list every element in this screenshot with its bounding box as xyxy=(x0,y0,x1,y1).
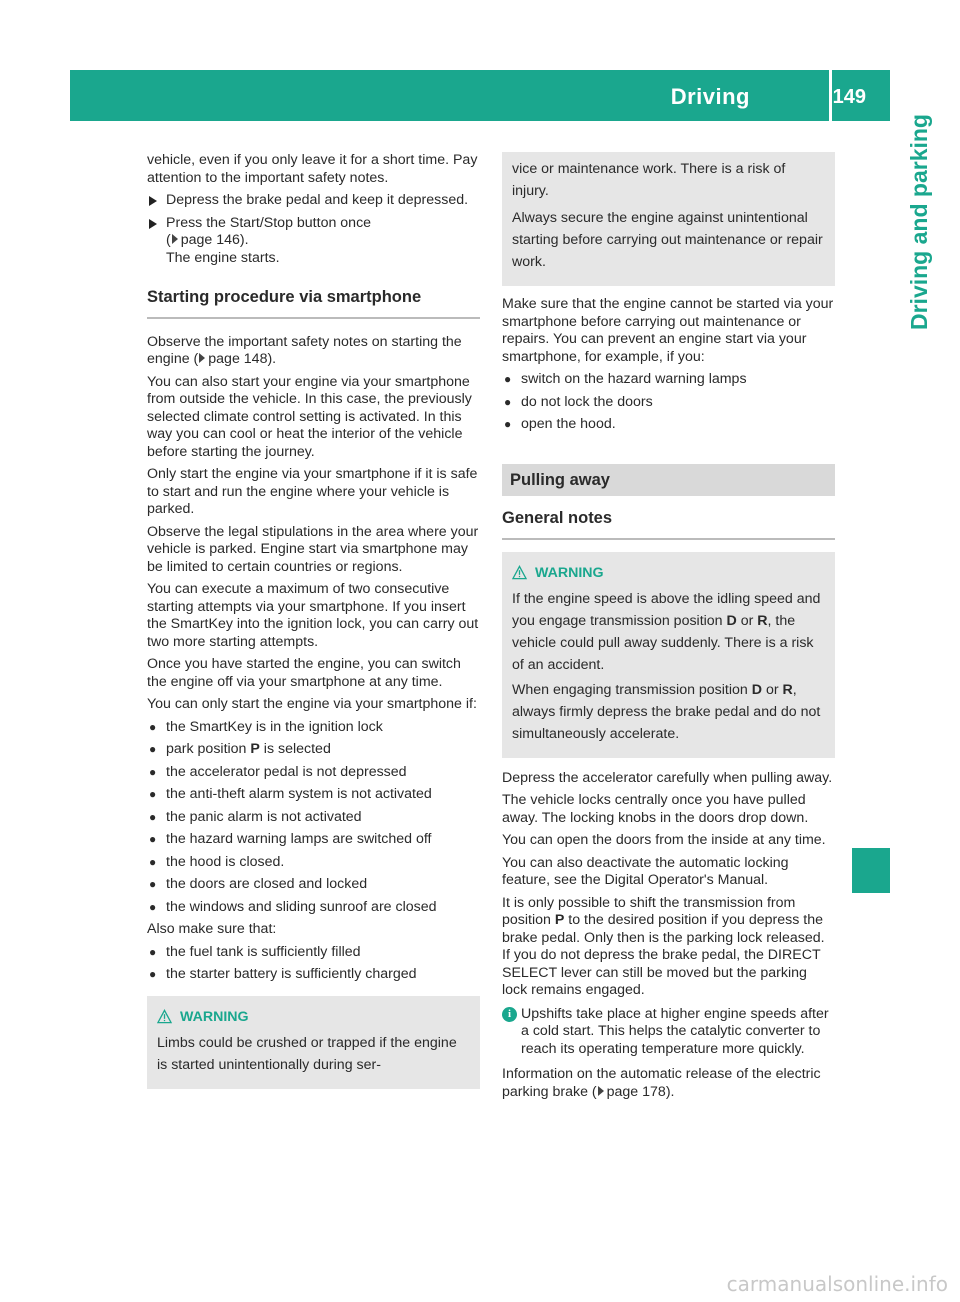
page-number: 149 xyxy=(832,86,866,108)
bullet-icon: ● xyxy=(149,742,157,756)
bullet-icon: ● xyxy=(149,877,157,891)
header-divider xyxy=(829,70,832,121)
subheading: General notes xyxy=(502,510,835,540)
info-note: i Upshifts take place at higher engine speeds after a cold start. This helps the catalytic converter to reach its operating temperature more quickly. xyxy=(502,1006,835,1059)
bullet-icon: ● xyxy=(504,417,512,431)
step-item xyxy=(147,215,480,268)
paragraph: The vehicle locks centrally once you have pulled away. The locking knobs in the doors drop down. xyxy=(502,792,809,826)
step-text: Press the Start/Stop button once xyxy=(166,214,372,231)
bullet-icon: ● xyxy=(149,832,157,846)
section-title: Driving xyxy=(670,84,750,109)
list-item: ● open the hood. xyxy=(504,416,616,432)
watermark: carmanualsonline.info xyxy=(726,1272,948,1296)
paragraph: Information on the automatic release of the electric parking brake ( page 178). xyxy=(502,1066,821,1100)
paragraph: Once you have started the engine, you can switch the engine off via your smartphone at any time. xyxy=(147,656,461,690)
warning-triangle-icon xyxy=(512,565,527,580)
bullet-icon: ● xyxy=(504,394,512,409)
list-item: ● the SmartKey is in the ignition lock xyxy=(149,718,383,735)
left-column xyxy=(147,152,480,1101)
bullet-icon: ● xyxy=(149,809,157,824)
page-header-bar xyxy=(70,70,890,121)
intro-paragraph: vehicle, even if you only leave it for a short time. Pay attention to the important safety notes. xyxy=(147,152,478,186)
page-ref-icon xyxy=(172,234,178,244)
paragraph: You can open the doors from the inside at any time. xyxy=(502,832,826,848)
paragraph: You can execute a maximum of two consecutive starting attempts via your smartphone. If you insert the SmartKey into the ignition lock, you can carry out two more starting attempts. xyxy=(147,581,479,650)
warning-text: Always secure the engine against unintentional starting before carrying out maintenance or repair work. xyxy=(512,210,823,270)
list-item: ● the starter battery is sufficiently charged xyxy=(149,966,417,982)
paragraph: Depress the accelerator carefully when pulling away. xyxy=(502,769,833,786)
subheading: Starting procedure via smartphone xyxy=(147,289,480,319)
section-heading: Pulling away xyxy=(502,464,835,497)
bullet-icon: ● xyxy=(149,719,157,734)
bullet-icon: ● xyxy=(149,967,157,981)
step-arrow-icon xyxy=(149,196,157,206)
warning-text: If the engine speed is above the idling speed and you engage transmission position D or R, the vehicle could pull away suddenly. There is a risk of an accident. xyxy=(512,590,821,673)
list-item: ● park position P is selected xyxy=(149,741,331,757)
paragraph: You can also start your engine via your smartphone from outside the vehicle. In this case, the previously selected climate control setting is activated. In this way you can cool or heat the interior of the vehicle before starting the journey. xyxy=(147,373,472,460)
bullet-icon: ● xyxy=(149,944,157,959)
warning-heading: WARNING xyxy=(157,1006,470,1028)
paragraph: Only start the engine via your smartphone if it is safe to start and run the engine where your vehicle is parked. xyxy=(147,466,478,517)
step-arrow-icon xyxy=(149,219,157,229)
list-item: ● the fuel tank is sufficiently filled xyxy=(149,943,361,960)
list-item: ● the doors are closed and locked xyxy=(149,876,368,892)
list-item: ● do not lock the doors xyxy=(504,393,653,410)
paragraph: You can only start the engine via your smartphone if: xyxy=(147,696,477,712)
bullet-icon: ● xyxy=(504,372,512,386)
warning-text: vice or maintenance work. There is a risk of injury. xyxy=(512,161,786,199)
warning-heading: WARNING xyxy=(512,562,825,584)
page-ref-link[interactable]: page 178). xyxy=(606,1083,675,1100)
bullet-icon: ● xyxy=(149,787,157,801)
warning-box-continued xyxy=(502,152,835,286)
info-icon: i xyxy=(502,1007,517,1022)
list-item: ● the anti-theft alarm system is not activated xyxy=(149,786,432,802)
page-ref-link[interactable]: page 146). xyxy=(180,232,249,248)
page-ref-link[interactable]: page 148). xyxy=(208,351,277,367)
warning-box xyxy=(502,552,835,758)
bullet-icon: ● xyxy=(149,764,157,779)
list-item: ● the hazard warning lamps are switched off xyxy=(149,831,432,847)
right-column xyxy=(502,152,835,1106)
bullet-icon: ● xyxy=(149,899,157,914)
list-item: ● the windows and sliding sunroof are closed xyxy=(149,898,437,915)
page-ref-icon xyxy=(598,1086,604,1096)
step-text: Depress the brake pedal and keep it depressed. xyxy=(166,192,469,208)
step-result: The engine starts. xyxy=(166,249,280,266)
warning-text: Limbs could be crushed or trapped if the engine is started unintentionally during ser- xyxy=(157,1034,457,1073)
paragraph: You can also deactivate the automatic locking feature, see the Digital Operator's Manual. xyxy=(502,854,789,888)
paragraph: Make sure that the engine cannot be started via your smartphone before carrying out maintenance or repairs. You can prevent an engine start via your smartphone, for example, if you: xyxy=(502,296,834,365)
page-ref-icon xyxy=(199,353,205,363)
list-item: ● the hood is closed. xyxy=(149,853,285,870)
ref-paren: ( xyxy=(166,232,171,248)
list-item: ● the panic alarm is not activated xyxy=(149,808,362,825)
step-item xyxy=(147,192,480,210)
chapter-tab-marker xyxy=(852,848,890,893)
warning-triangle-icon xyxy=(157,1009,172,1024)
chapter-tab-label: Driving and parking xyxy=(906,114,932,330)
list-item: ● the accelerator pedal is not depressed xyxy=(149,763,407,780)
paragraph: Observe the important safety notes on starting the engine ( page 148). xyxy=(147,333,462,367)
paragraph: Observe the legal stipulations in the area where your vehicle is parked. Engine start via smartphone may be limited to certain countries or regions. xyxy=(147,523,479,575)
paragraph: It is only possible to shift the transmission from position P to the desired position if you depress the brake pedal. Only then is the parking lock released. If you do not depress the brake pedal, the DIRECT SELECT lever can still be moved but the parking lock remains engaged. xyxy=(502,894,825,998)
bullet-icon: ● xyxy=(149,854,157,869)
warning-text: When engaging transmission position D or R, always firmly depress the brake pedal and do not simultaneously accelerate. xyxy=(512,681,821,742)
list-item: ● switch on the hazard warning lamps xyxy=(504,371,747,387)
warning-box xyxy=(147,996,480,1089)
paragraph: Also make sure that: xyxy=(147,921,277,937)
